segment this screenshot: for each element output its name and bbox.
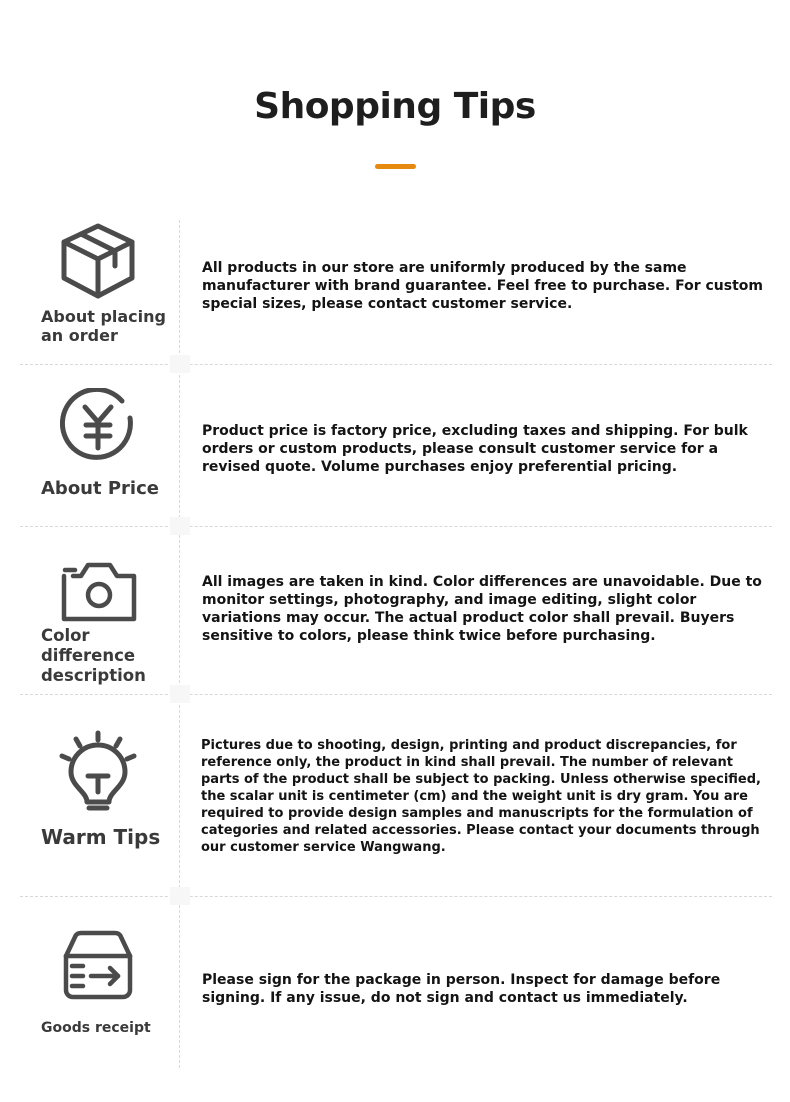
row-divider (20, 694, 772, 695)
row-label-price: About Price (41, 478, 159, 499)
row-text-warm-tips: Pictures due to shooting, design, printing and product discrepancies, for reference only, the product in kind shall prevail. The number of relevant parts of the product shall be subject to packing. Unless otherwise specified, the scalar unit is centimeter (cm) and the weight unit is dry gram. You are required to provide design samples and manuscripts for the formulation of categories and related accessories. Please contact your documents through our customer service Wangwang. (201, 738, 761, 855)
row-label-receipt: Goods receipt (41, 1020, 151, 1036)
row-label-warm-tips: Warm Tips (41, 825, 161, 849)
row-text-receipt: Please sign for the package in person. Inspect for damage before signing. If any issue, do not sign and contact us immediately. (202, 972, 721, 1006)
divider-joint (170, 517, 190, 535)
camera-icon (61, 562, 137, 622)
row-divider (20, 896, 772, 897)
yen-coin-icon (60, 388, 136, 464)
row-text-order: All products in our store are uniformly produced by the same manufacturer with brand guarantee. Feel free to purchase. For custom special sizes, please contact customer service. (202, 260, 763, 312)
row-divider (20, 526, 772, 527)
page-title: Shopping Tips (254, 86, 536, 127)
row-text-price: Product price is factory price, excluding taxes and shipping. For bulk orders or custom products, please consult customer service for a revised quote. Volume purchases enjoy preferential pricing. (202, 423, 748, 475)
row-label-order: About placing an order (41, 307, 166, 345)
row-label-color: Color difference description (41, 626, 146, 685)
divider-joint (170, 887, 190, 905)
divider-joint (170, 685, 190, 703)
title-accent-bar (375, 164, 416, 169)
box-icon (60, 222, 136, 300)
row-text-color: All images are taken in kind. Color differences are unavoidable. Due to monitor settings, photography, and image editing, slight color variations may occur. The actual product color shall prevail. Buyers sensitive to colors, please think twice before purchasing. (202, 574, 762, 644)
row-divider (20, 364, 772, 365)
divider-joint (170, 355, 190, 373)
column-divider (179, 220, 180, 1068)
lightbulb-icon (59, 730, 137, 812)
delivery-box-icon (63, 930, 133, 1000)
